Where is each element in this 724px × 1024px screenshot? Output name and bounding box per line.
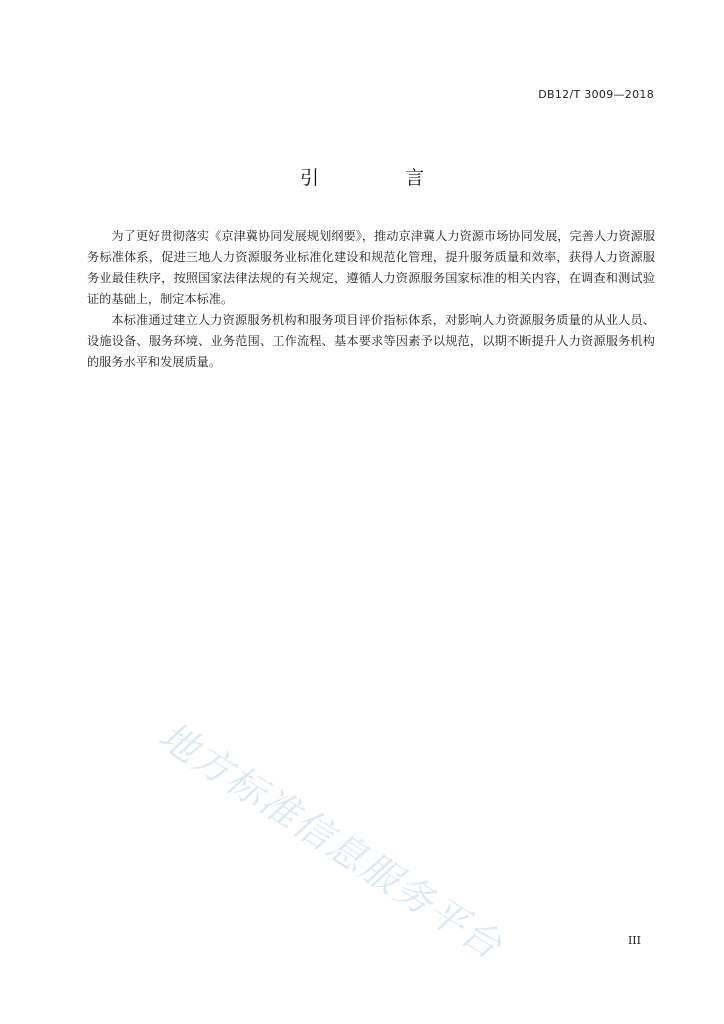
body-text [87,226,655,373]
paragraph-1: 为了更好贯彻落实《京津冀协同发展规划纲要》，推动京津冀人力资源市场协同发展，完善人力资源服务标准体系，促进三地人力资源服务业标准化建设和规范化管理，提升服务质量和效率，获得人力资源服务业最佳秩序，按照国家法律法规的有关规定，遵循人力资源服务国家标准的相关内容，在调查和测试验证的基础上，制定本标准。 [87,229,655,306]
paragraph-2: 本标准通过建立人力资源服务机构和服务项目评价指标体系，对影响人力资源服务质量的从业人员、设施设备、服务环境、业务范围、工作流程、基本要求等因素予以规范，以期不断提升人力资源服务机构的服务水平和发展质量。 [87,313,655,369]
page-number: III [627,934,641,947]
document-code: DB12/T 3009—2018 [538,88,654,101]
watermark: 地方标准信息服务平台 [151,713,511,969]
section-title: 引 言 [299,167,465,189]
